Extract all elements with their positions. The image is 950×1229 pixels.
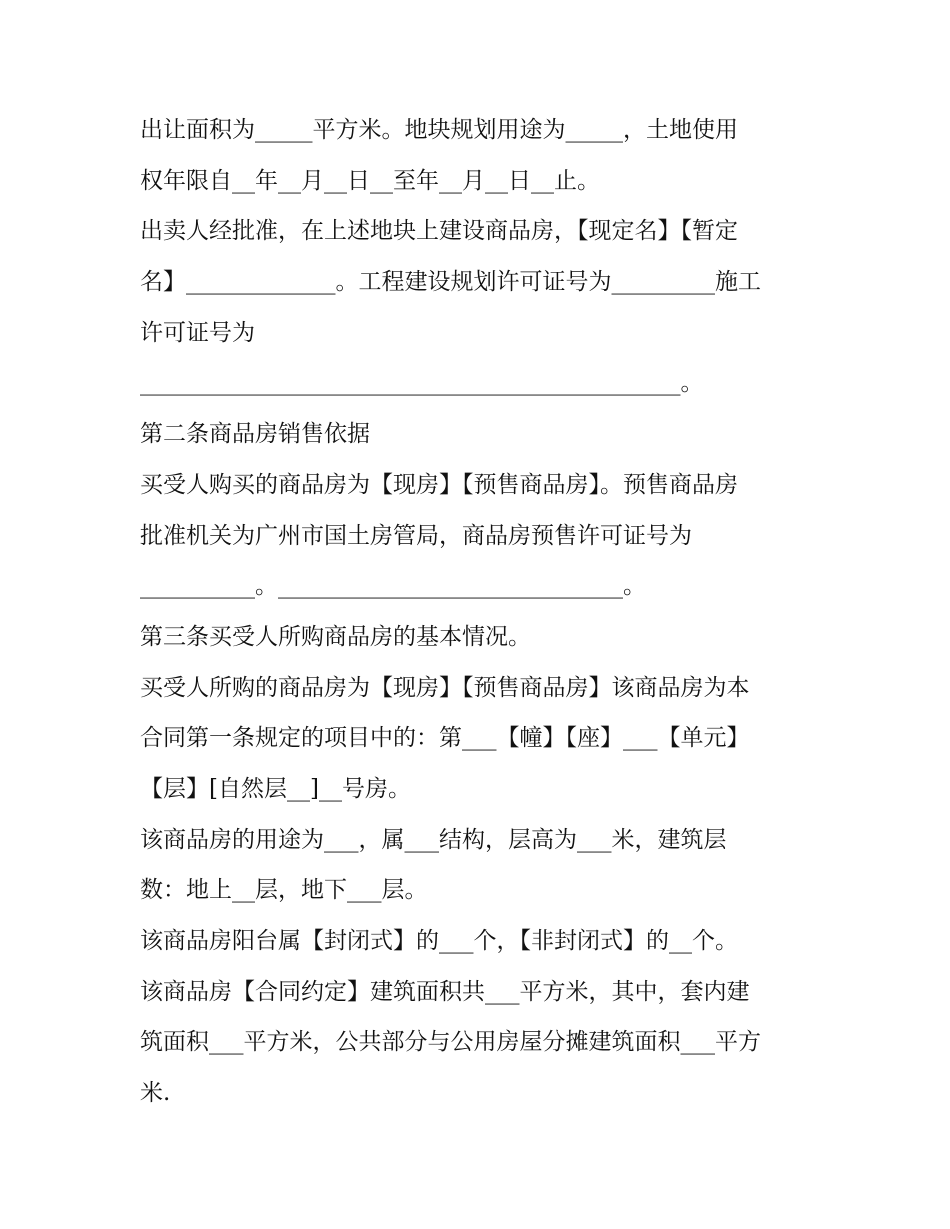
text-line: 出让面积为_____平方米。地块规划用途为_____，土地使用 bbox=[140, 117, 738, 143]
text-line: 名】_____________。工程建设规划许可证号为_________施工 bbox=[140, 269, 761, 296]
text-line: 该商品房的用途为___，属___结构，层高为___米，建筑层 bbox=[140, 826, 727, 853]
text-line: 【层】[自然层__]__号房。 bbox=[140, 775, 411, 802]
text-line: 该商品房【合同约定】建筑面积共___平方米，其中，套内建 bbox=[140, 978, 750, 1005]
text-line: 买受人所购的商品房为【现房】【预售商品房】该商品房为本 bbox=[140, 674, 750, 701]
text-line: _______________________________________________。 bbox=[140, 370, 704, 397]
text-line: 该商品房阳台属【封闭式】的___个，【非封闭式】的__个。 bbox=[140, 928, 738, 954]
text-line: 米. bbox=[140, 1080, 171, 1107]
text-line: 权年限自__年__月__日__至年__月__日__止。 bbox=[140, 167, 600, 194]
text-line: 许可证号为 bbox=[140, 319, 255, 346]
text-line: 买受人购买的商品房为【现房】【预售商品房】。预售商品房 bbox=[140, 471, 738, 498]
article-3-heading: 第三条买受人所购商品房的基本情况。 bbox=[140, 623, 531, 650]
article-2-heading: 第二条商品房销售依据 bbox=[140, 421, 370, 448]
text-line: 筑面积___平方米，公共部分与公用房屋分摊建筑面积___平方 bbox=[140, 1029, 761, 1056]
text-line: 出卖人经批准，在上述地块上建设商品房，【现定名】【暂定 bbox=[140, 218, 738, 245]
text-line: 数：地上__层，地下___层。 bbox=[140, 877, 428, 904]
text-line: 批准机关为广州市国土房管局，商品房预售许可证号为 bbox=[140, 522, 692, 549]
text-line: 合同第一条规定的项目中的：第___【幢】【座】___【单元】 bbox=[140, 725, 750, 752]
text-line: __________。______________________________。 bbox=[140, 573, 646, 600]
contract-text-block bbox=[140, 105, 830, 1119]
